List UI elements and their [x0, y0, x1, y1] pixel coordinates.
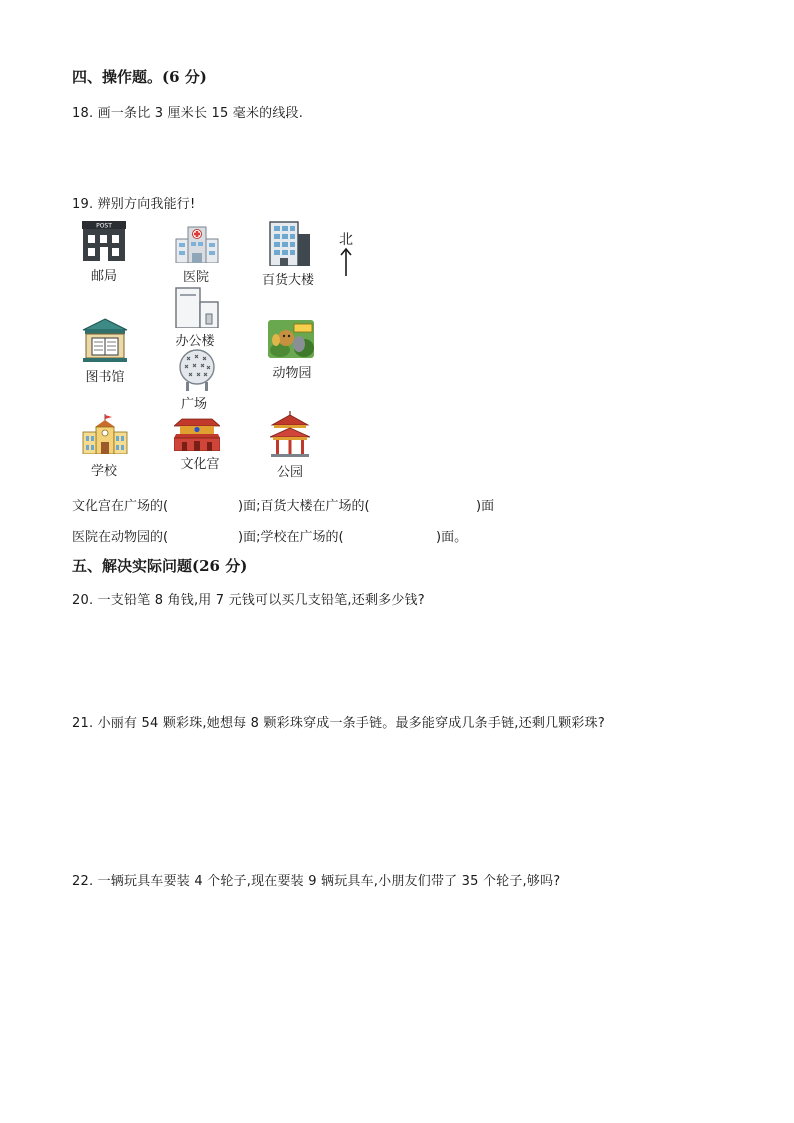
- label-department-store: 百货大楼: [261, 273, 314, 288]
- north-arrow-icon: [339, 247, 353, 277]
- park-pavilion-icon: [270, 411, 310, 457]
- office-building-icon: [174, 286, 220, 328]
- question-20: 20. 一支铅笔 8 角钱,用 7 元钱可以买几支铅笔,还剩多少钱?: [72, 593, 425, 608]
- label-hospital: 医院: [182, 270, 209, 285]
- fill-line-2-part-c: )面。: [436, 530, 468, 545]
- question-19: 19. 辨别方向我能行!: [72, 197, 196, 212]
- plaza-icon: [176, 348, 218, 392]
- label-library: 图书馆: [85, 370, 125, 385]
- label-plaza: 广场: [180, 397, 207, 412]
- department-store-icon: [268, 220, 312, 266]
- post-sign: POST: [96, 222, 112, 230]
- label-post-office: 邮局: [90, 269, 117, 284]
- school-icon: [82, 414, 128, 454]
- label-school: 学校: [90, 464, 117, 479]
- fill-line-2-part-a: 医院在动物园的(: [72, 530, 169, 545]
- library-icon: [82, 318, 128, 362]
- fill-line-2-part-b: )面;学校在广场的(: [238, 530, 344, 545]
- fill-line-1-part-c: )面: [476, 499, 495, 514]
- section-5-heading: 五、解决实际问题(26 分): [72, 557, 248, 575]
- zoo-icon: [268, 320, 314, 358]
- fill-line-1-part-b: )面;百货大楼在广场的(: [238, 499, 370, 514]
- section-4-heading: 四、操作题。(6 分): [72, 68, 207, 86]
- label-park: 公园: [276, 465, 303, 480]
- hospital-icon: [174, 223, 220, 263]
- question-18: 18. 画一条比 3 厘米长 15 毫米的线段.: [72, 106, 304, 121]
- label-zoo: 动物园: [272, 366, 312, 381]
- question-22: 22. 一辆玩具车要装 4 个轮子,现在要装 9 辆玩具车,小朋友们带了 35 个轮子,够吗?: [72, 874, 561, 889]
- question-21: 21. 小丽有 54 颗彩珠,她想每 8 颗彩珠穿成一条手链。最多能穿成几条手链,还剩几颗彩珠?: [72, 716, 605, 731]
- cultural-palace-icon: [174, 417, 220, 451]
- label-office-building: 办公楼: [175, 334, 215, 349]
- post-office-icon: [82, 221, 126, 261]
- fill-line-1-part-a: 文化宫在广场的(: [72, 499, 169, 514]
- label-cultural-palace: 文化宫: [180, 457, 220, 472]
- north-label: 北: [339, 232, 353, 248]
